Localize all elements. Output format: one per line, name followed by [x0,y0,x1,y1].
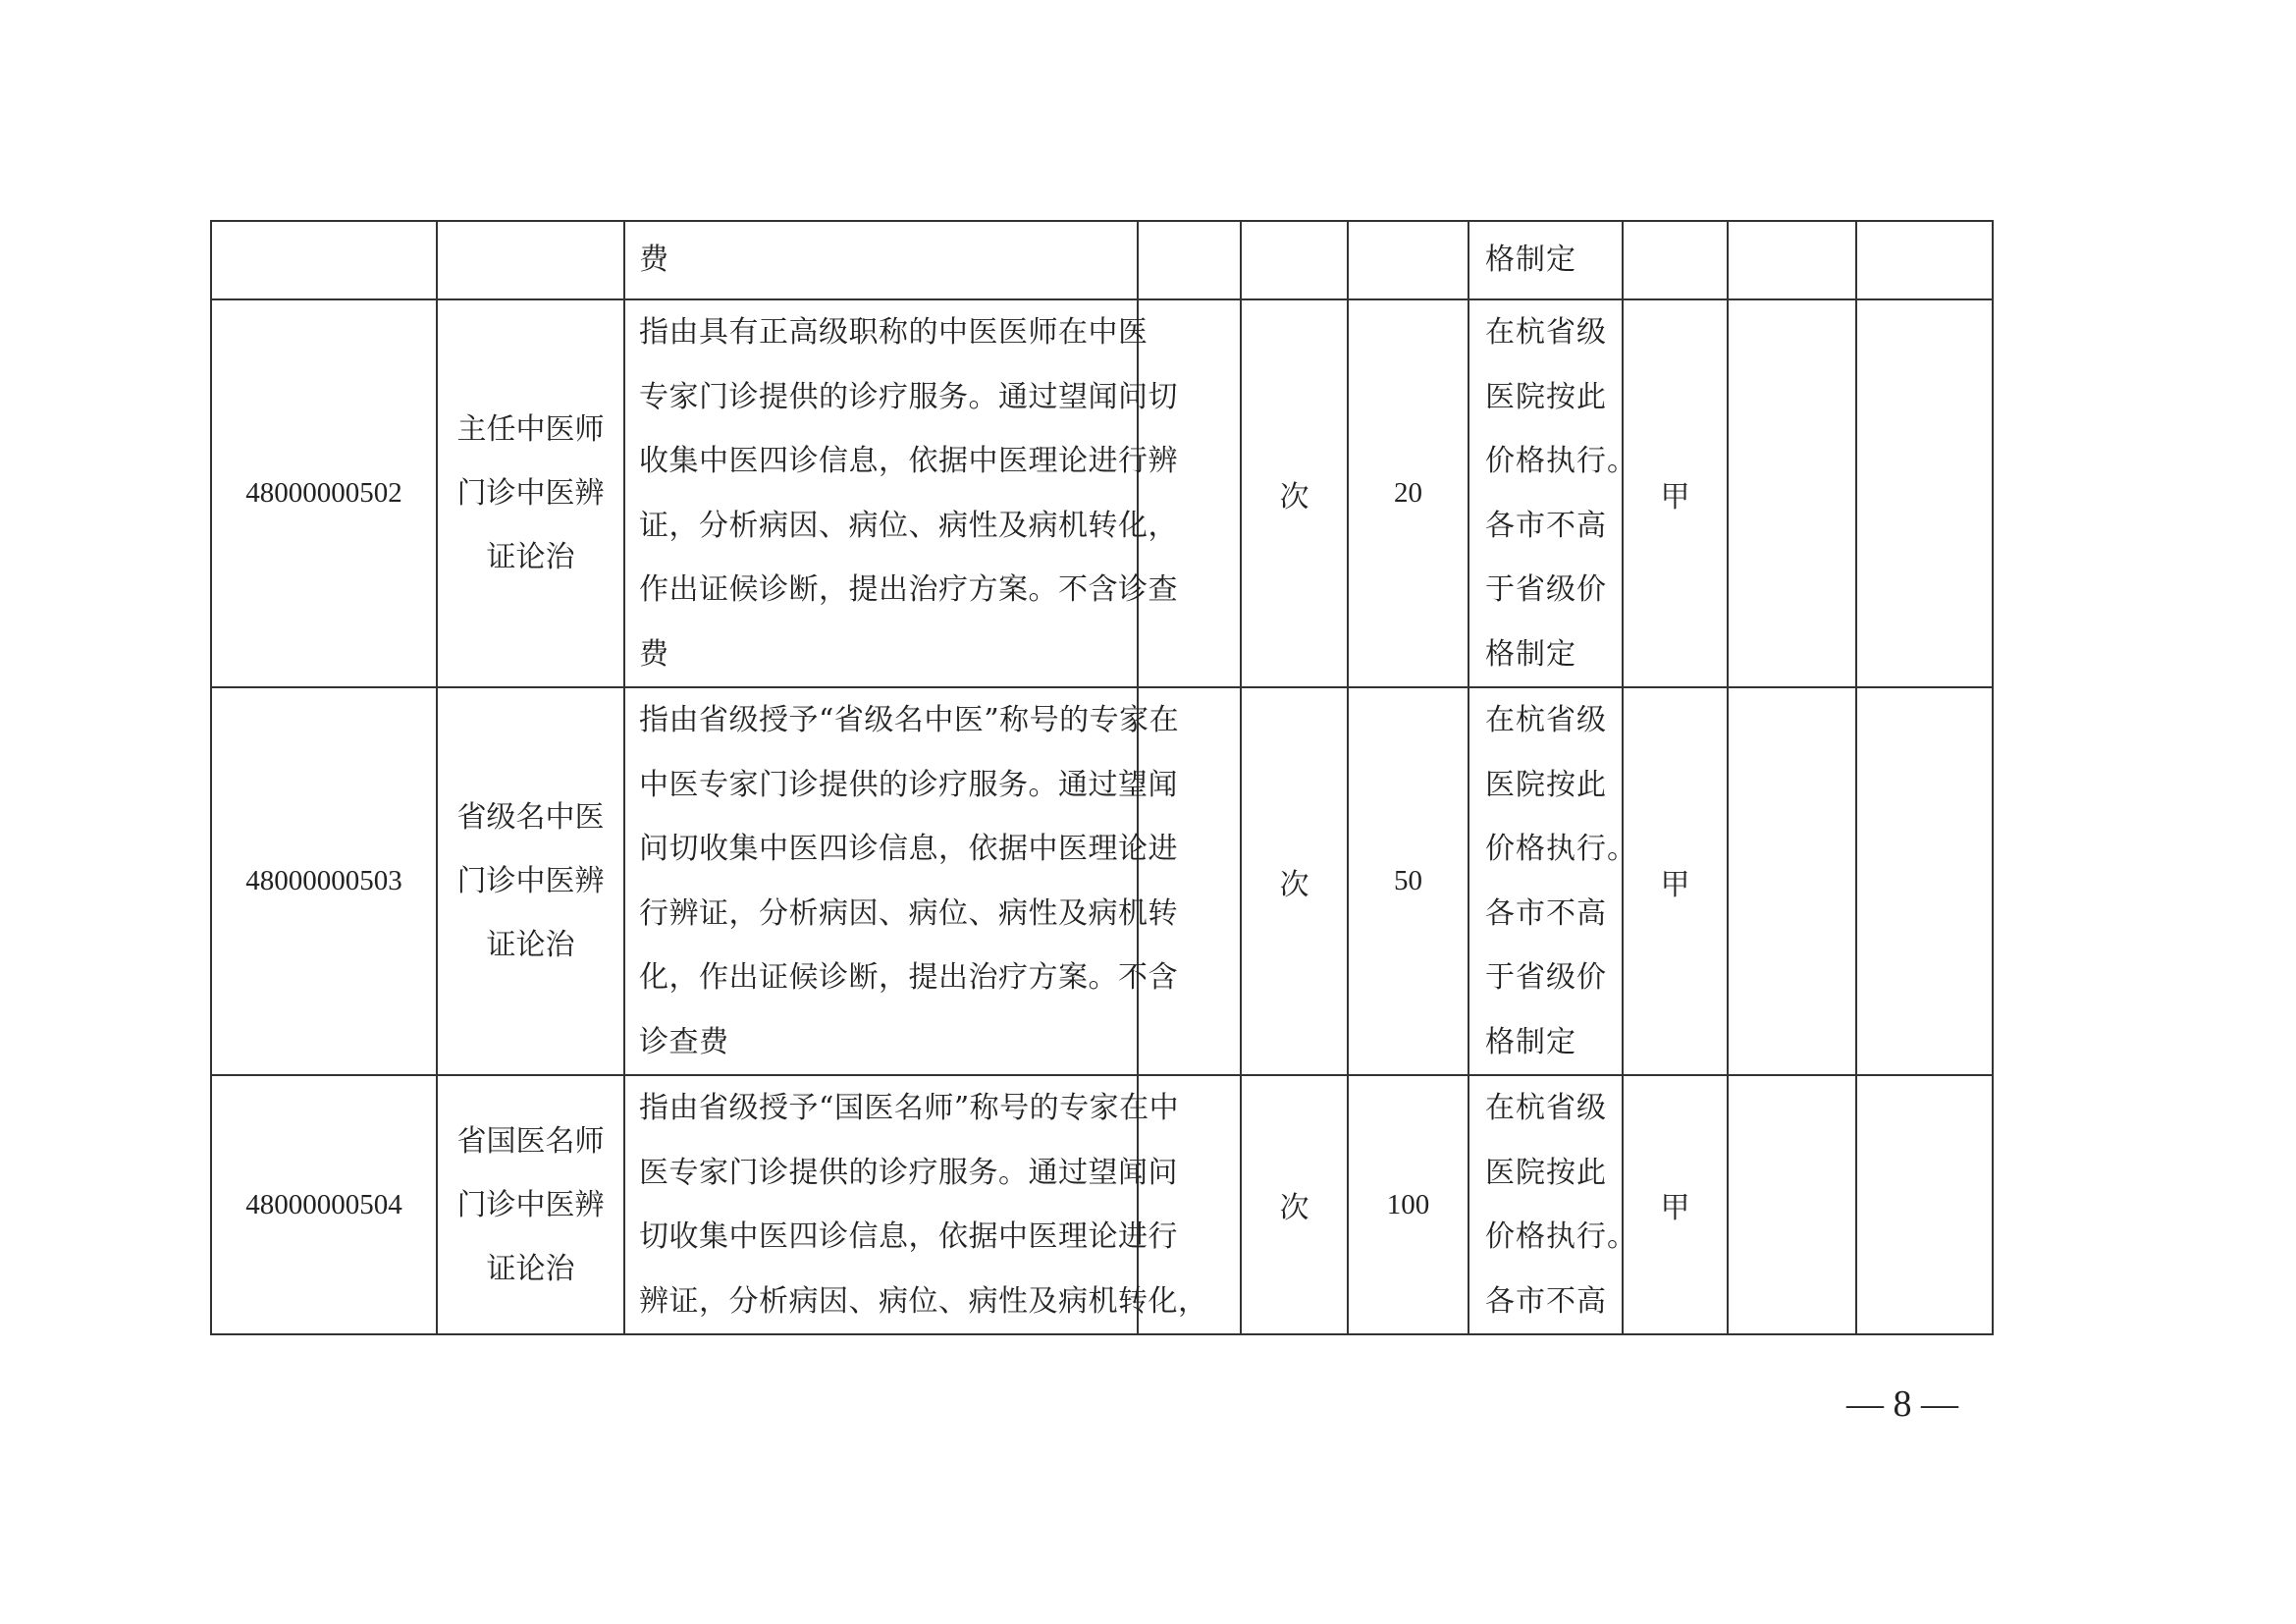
category-cell: 甲 [1623,299,1728,687]
description-line: 切收集中医四诊信息，依据中医理论进行 [639,1219,1178,1254]
item-description [624,1075,1208,1334]
name-line: 省国医名师 [456,1123,605,1159]
note-line: 在杭省级 [1485,315,1607,350]
empty-cell [1728,221,1856,299]
description-line: 证，分析病因、病位、病性及病机转化， [639,508,1178,543]
name-line: 证论治 [486,540,575,574]
note-line: 在杭省级 [1485,703,1607,737]
name-line: 门诊中医辨 [456,864,605,898]
note-line: 医院按此 [1485,1155,1607,1190]
note-cell [1468,299,1637,687]
item-description [624,687,1180,1075]
empty-cell [1138,299,1241,687]
item-name [437,687,624,1075]
item-name [437,221,624,299]
name-line: 证论治 [486,928,575,962]
description-line: 诊查费 [639,1024,729,1059]
note-line: 医院按此 [1485,767,1607,802]
unit-cell: 次 [1241,299,1348,687]
name-line: 主任中医师 [456,412,605,447]
description-line: 辨证，分析病因、病位、病性及病机转化， [639,1283,1208,1319]
item-name [437,299,624,687]
item-code: 48000000503 [211,687,437,1075]
name-line: 门诊中医辨 [456,1187,605,1222]
empty-cell [1856,1075,1993,1334]
empty-cell [1856,299,1993,687]
description-line: 费 [639,243,669,278]
description-line: 专家门诊提供的诊疗服务。通过望闻问切 [639,379,1178,414]
description-line: 指由具有正高级职称的中医医师在中医 [639,315,1148,350]
note-line: 价格执行。 [1485,1219,1637,1254]
category-cell: 甲 [1623,687,1728,1075]
note-cell [1468,1075,1637,1334]
note-line: 价格执行。 [1485,832,1637,866]
price-cell: 20 [1348,299,1468,687]
table-row [211,299,1993,687]
category-cell [1623,221,1728,299]
item-code [211,221,437,299]
price-table [210,220,1994,1335]
note-line: 于省级价 [1485,960,1607,995]
description-line: 费 [639,636,669,672]
description-line: 作出证候诊断，提出治疗方案。不含诊查 [639,572,1178,607]
note-line: 格制定 [1485,1024,1576,1059]
item-description [624,299,1178,687]
note-line: 在杭省级 [1485,1091,1607,1125]
description-line: 指由省级授予“国医名师”称号的专家在中 [639,1091,1180,1125]
description-line: 中医专家门诊提供的诊疗服务。通过望闻 [639,767,1178,802]
note-line: 于省级价 [1485,572,1607,607]
description-line: 指由省级授予“省级名中医”称号的专家在 [639,703,1180,737]
empty-cell [1856,687,1993,1075]
name-line: 证论治 [486,1251,575,1286]
name-line: 省级名中医 [456,800,605,835]
item-description [624,221,1138,299]
price-cell: 50 [1348,687,1468,1075]
note-line: 各市不高 [1485,508,1607,543]
note-line: 格制定 [1485,243,1576,278]
note-cell [1468,221,1623,299]
empty-cell [1138,687,1241,1075]
unit-cell [1241,221,1348,299]
unit-cell: 次 [1241,687,1348,1075]
name-line: 门诊中医辨 [456,476,605,511]
empty-cell [1728,299,1856,687]
category-cell: 甲 [1623,1075,1728,1334]
note-cell [1468,687,1637,1075]
empty-cell [1856,221,1993,299]
description-line: 问切收集中医四诊信息，依据中医理论进 [639,832,1178,866]
description-line: 化，作出证候诊断，提出治疗方案。不含 [639,960,1178,995]
note-line: 各市不高 [1485,895,1607,931]
table-row [211,221,1993,299]
empty-cell [1138,221,1241,299]
description-line: 医专家门诊提供的诊疗服务。通过望闻问 [639,1155,1178,1190]
note-line: 医院按此 [1485,379,1607,414]
note-line: 价格执行。 [1485,444,1637,478]
price-cell: 100 [1348,1075,1468,1334]
page-number: — 8 — [1846,1383,1958,1425]
item-code: 48000000502 [211,299,437,687]
description-line: 行辨证，分析病因、病位、病性及病机转 [639,895,1178,931]
table-row [211,687,1993,1075]
description-line: 收集中医四诊信息，依据中医理论进行辨 [639,444,1178,478]
item-code: 48000000504 [211,1075,437,1334]
table-row [211,1075,1993,1334]
empty-cell [1728,687,1856,1075]
note-line: 格制定 [1485,636,1576,672]
empty-cell [1728,1075,1856,1334]
note-line: 各市不高 [1485,1283,1607,1319]
item-name [437,1075,624,1334]
price-cell [1348,221,1468,299]
unit-cell: 次 [1241,1075,1348,1334]
